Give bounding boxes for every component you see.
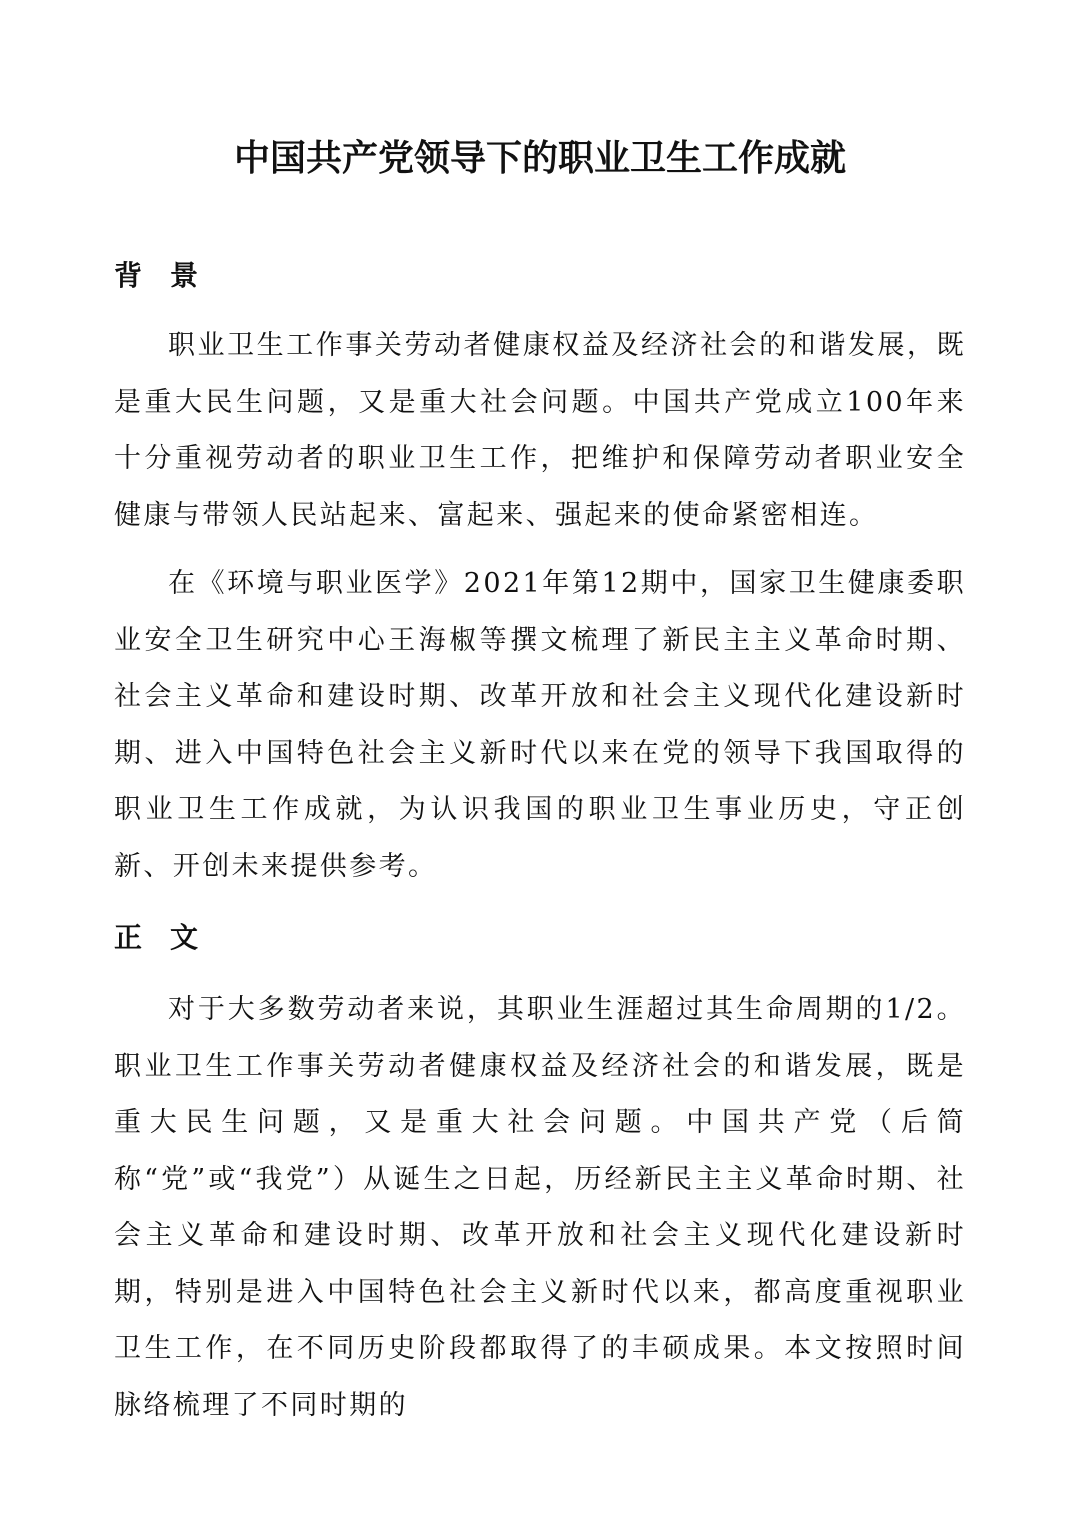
paragraph-main-text-1: 对于大多数劳动者来说，其职业生涯超过其生命周期的1/2。职业卫生工作事关劳动者健康权益及经济社会的和谐发展，既是重大民生问题，又是重大社会问题。中国共产党（后简称“党”或“我党”）从诞生之日起，历经新民主主义革命时期、社会主义革命和建设时期、改革开放和社会主义现代化建设新时期，特别是进入中国特色社会主义新时代以来，都高度重视职业卫生工作，在不同历史阶段都取得了的丰硕成果。本文按照时间脉络梳理了不同时期的 <box>114 994 966 1421</box>
document-title: 中国共产党领导下的职业卫生工作成就 <box>233 137 846 179</box>
section-heading-background: 背景 <box>114 259 227 292</box>
paragraph-background-1: 职业卫生工作事关劳动者健康权益及经济社会的和谐发展，既是重大民生问题，又是重大社会问题。中国共产党成立100年来十分重视劳动者的职业卫生工作，把维护和保障劳动者职业安全健康与带领人民站起来、富起来、强起来的使命紧密相连。 <box>114 330 966 531</box>
paragraph-background-2: 在《环境与职业医学》2021年第12期中，国家卫生健康委职业安全卫生研究中心王海椒等撰文梳理了新民主主义革命时期、社会主义革命和建设时期、改革开放和社会主义现代化建设新时期、进入中国特色社会主义新时代以来在党的领导下我国取得的职业卫生工作成就，为认识我国的职业卫生事业历史，守正创新、开创未来提供参考。 <box>114 568 966 882</box>
section-heading-main-text: 正文 <box>114 921 227 954</box>
